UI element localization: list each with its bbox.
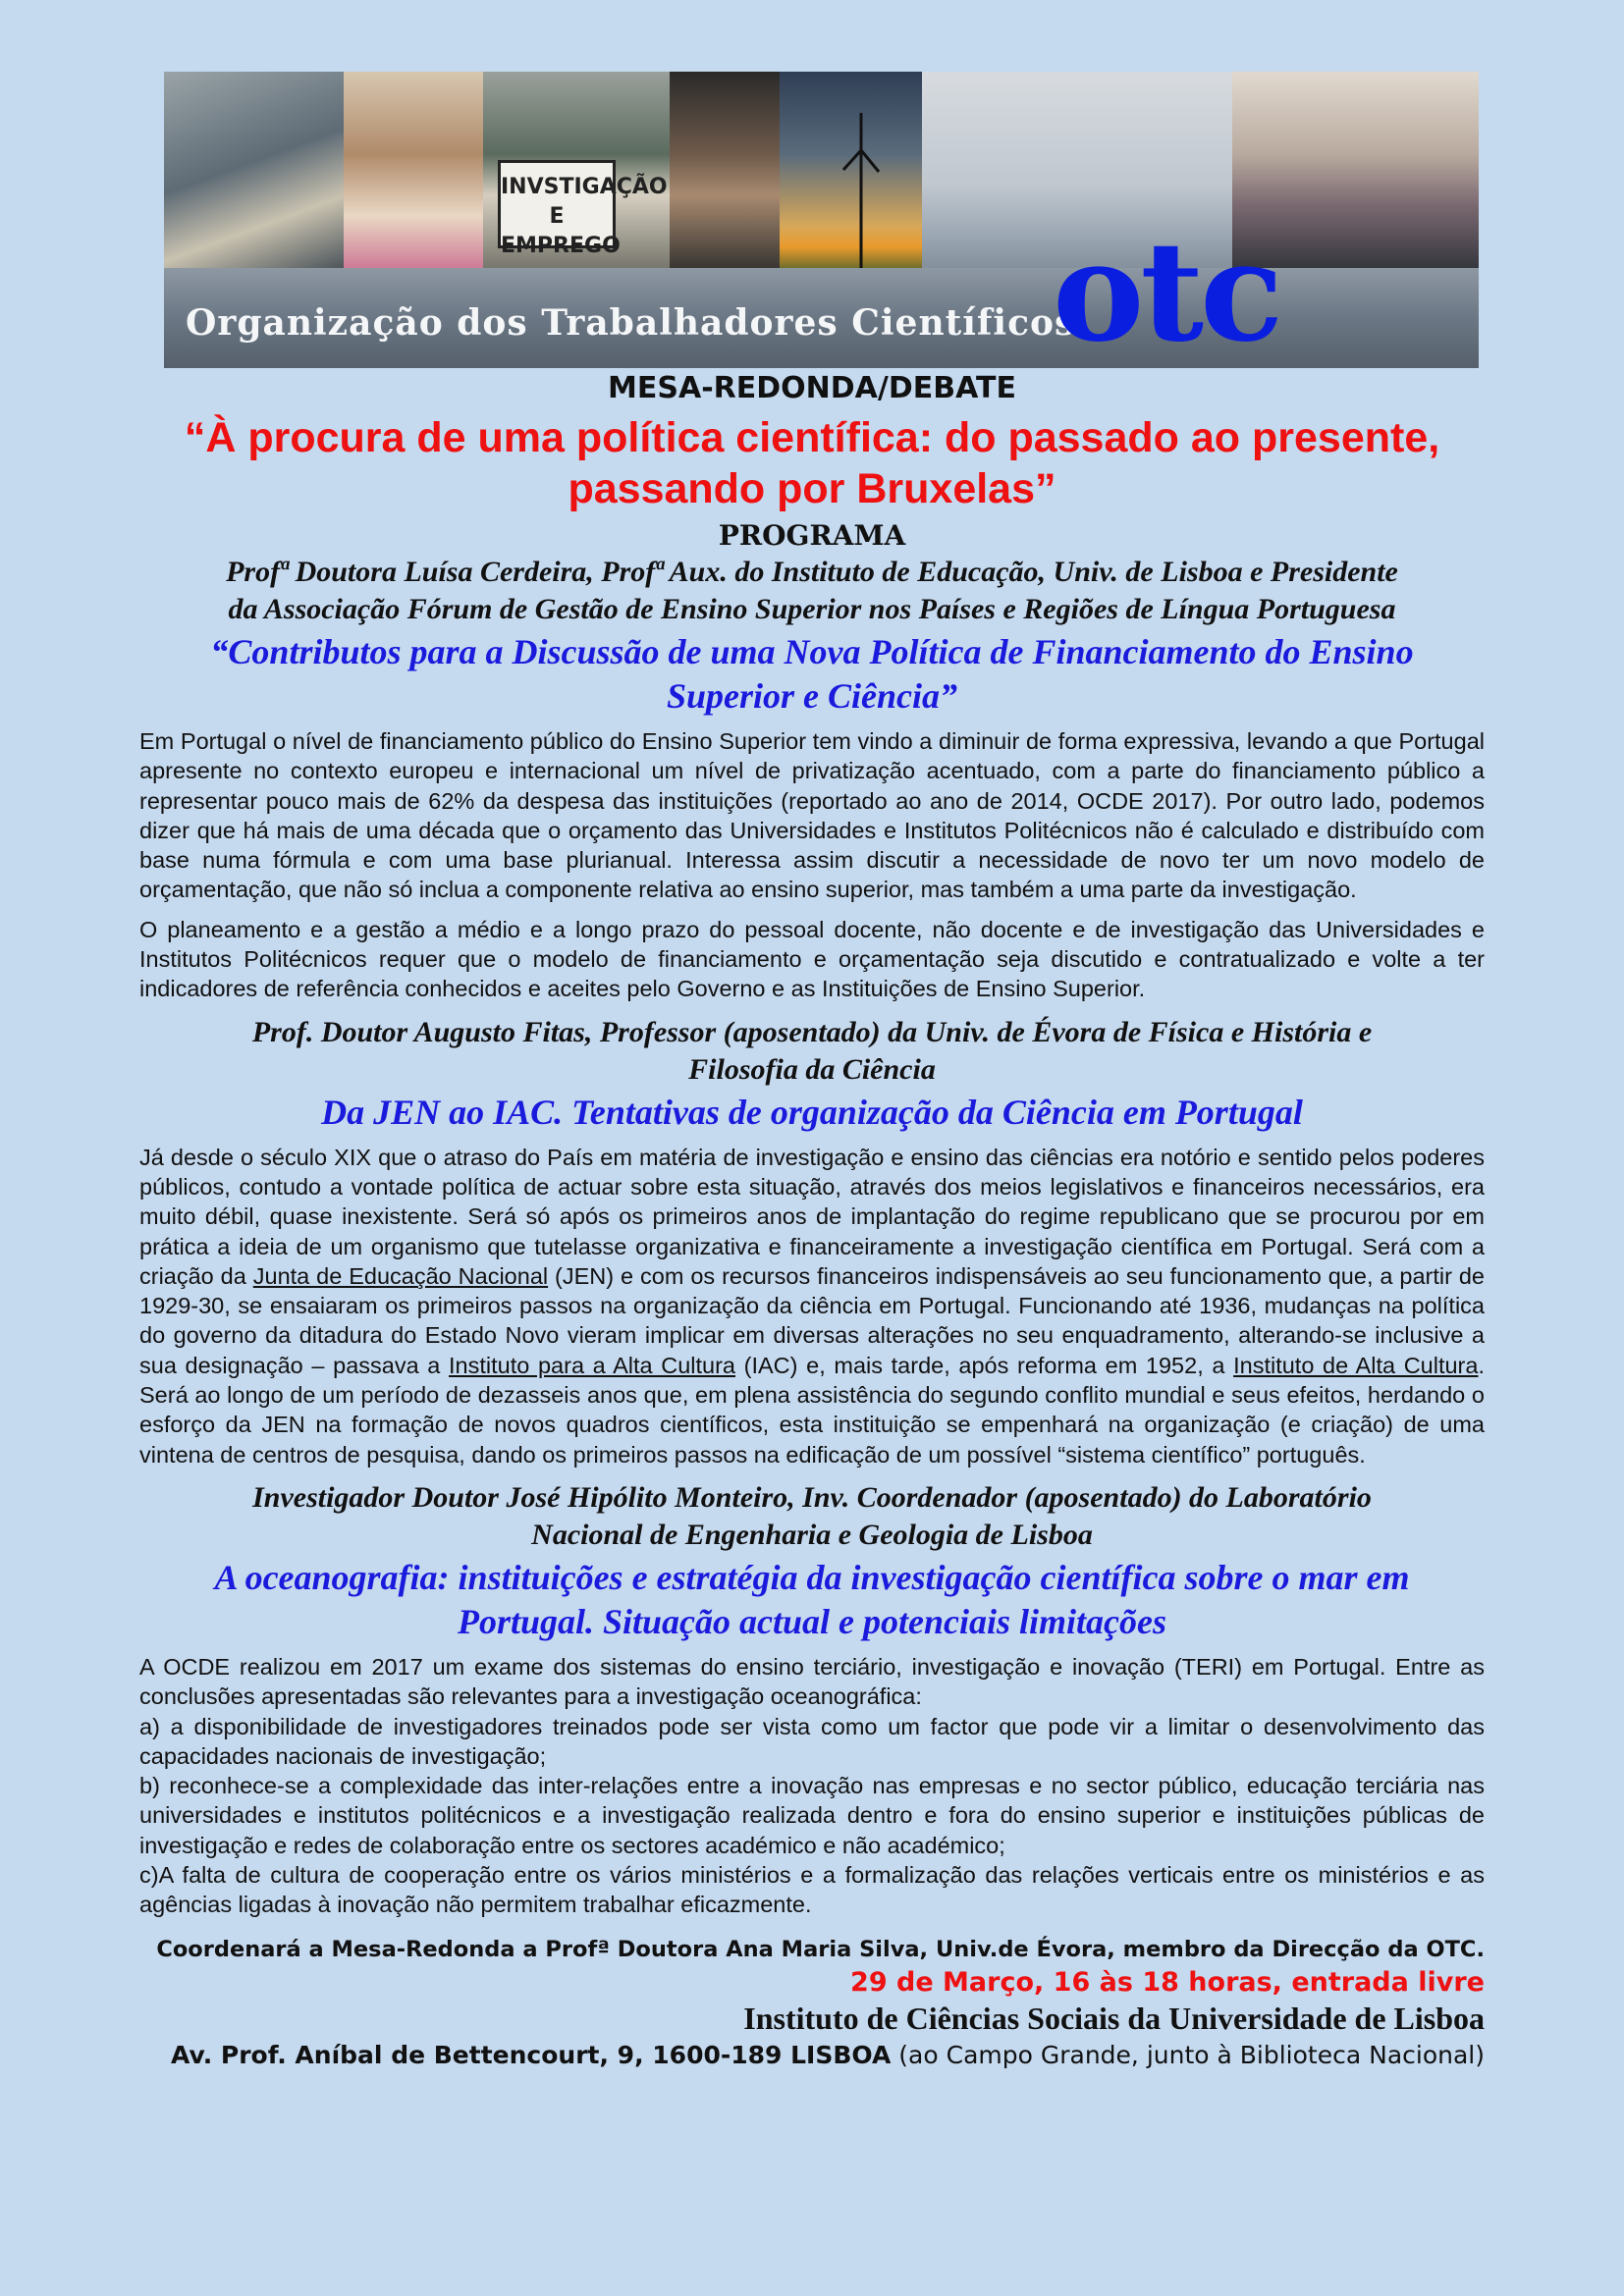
talk-3 xyxy=(139,1479,1485,1920)
talk-2-text-c: (IAC) e, mais tarde, após reforma em 1952, a xyxy=(735,1352,1234,1378)
speaker-3 xyxy=(139,1479,1485,1554)
event-address xyxy=(139,2038,1485,2073)
link-junta-educacao-nacional[interactable]: Junta de Educação Nacional xyxy=(252,1262,549,1289)
talk-3-title-line1: A oceanografia: instituições e estratégia da investigação científica sobre o mar em xyxy=(214,1557,1410,1597)
talk-1-title-line1: “Contributos para a Discussão de uma Nova Política de Financiamento do Ensino xyxy=(210,632,1414,671)
talk-1-title-line2: Superior e Ciência” xyxy=(666,676,957,716)
address-note: (ao Campo Grande, junto à Biblioteca Nacional) xyxy=(891,2040,1485,2069)
wind-turbine-icon xyxy=(841,111,881,268)
event-date: 29 de Março, 16 às 18 horas, entrada livre xyxy=(850,1966,1485,1998)
talk-2-title xyxy=(139,1091,1485,1135)
event-title-line2: passando por Bruxelas” xyxy=(568,465,1056,512)
speaker-1-line2: da Associação Fórum de Gestão de Ensino Superior nos Países e Regiões de Língua Portuguesa xyxy=(228,593,1396,625)
event-title-line1: “À procura de uma política científica: do passado ao presente, xyxy=(184,414,1440,461)
address-street: Av. Prof. Aníbal de Bettencourt, 9, 1600-189 LISBOA xyxy=(170,2040,892,2069)
talk-2-text-a: Já desde o século XIX que o atraso do País em matéria de investigação e ensino das ciências era notório e sentido pelos poderes públicos, contudo a vontade política de actuar sobre esta situação, através dos meios legislativos e financeiros necessários, era muito débil, quase inexistente. Será só após os primeiros anos de implantação do regime republicano que se procurou por em prática a ideia de um organismo que tutelasse organizativa e financeiramente a investigação científica em Portugal. Será com a criação da xyxy=(139,1144,1485,1289)
talk-3-item-b: b) reconhece-se a complexidade das inter-relações entre a inovação nas empresas e no sector público, educação terciária nas universidades e institutos politécnicos e a investigação realizada dentro e fora do ensino superior e instituições públicas de investigação e redes de colaboração entre os sectores académico e não académico; xyxy=(139,1773,1485,1858)
banner-org-name: Organização dos Trabalhadores Científicos xyxy=(186,302,1076,344)
talk-3-title-line2: Portugal. Situação actual e potenciais limitações xyxy=(457,1601,1166,1641)
link-instituto-para-alta-cultura[interactable]: Instituto para a Alta Cultura xyxy=(449,1352,735,1378)
talk-3-item-c: c)A falta de cultura de cooperação entre os vários ministérios e a formalização das relações verticais entre os ministérios e as agências ligadas à inovação não permitem trabalhar eficazmente. xyxy=(139,1862,1485,1918)
talk-1 xyxy=(139,554,1485,1004)
event-kicker: MESA-REDONDA/DEBATE xyxy=(608,371,1016,405)
coordinator-note: Coordenará a Mesa-Redonda a Profª Doutora Ana Maria Silva, Univ.de Évora, membro da Direcção da OTC. xyxy=(156,1936,1485,1962)
speaker-2-line2: Filosofia da Ciência xyxy=(688,1052,936,1086)
speaker-2-line1: Prof. Doutor Augusto Fitas, Professor (aposentado) da Univ. de Évora de Física e História e xyxy=(251,1015,1373,1048)
talk-2 xyxy=(139,1014,1485,1469)
talk-1-paragraph-2: O planeamento e a gestão a médio e a longo prazo do pessoal docente, não docente e de investigação das Universidades e Institutos Politécnicos requer que o modelo de financiamento e orçamentação seja discutido e contratualizado e volte a ter indicadores de referência conhecidos e aceites pelo Governo e as Instituições de Ensino Superior. xyxy=(139,916,1485,1002)
photo-student xyxy=(670,72,780,278)
speaker-3-line1: Investigador Doutor José Hipólito Monteiro, Inv. Coordenador (aposentado) do Laboratório xyxy=(252,1480,1372,1514)
event-institution: Instituto de Ciências Sociais da Universidade de Lisboa xyxy=(743,2000,1485,2036)
event-title xyxy=(139,412,1485,514)
talk-2-text-d: . Será ao longo de um período de dezasseis anos que, em plena assistência do segundo conflito mundial e seus efeitos, herdando o esforço da JEN na formação de novos quadros científicos, esta instituição se empenhará na organização (e criação) de uma vintena de centros de pesquisa, dando os primeiros passos na edificação de um possível “sistema científico” português. xyxy=(139,1352,1485,1468)
event-footer xyxy=(139,1934,1485,2073)
header-banner xyxy=(164,72,1479,368)
otc-logo: otc xyxy=(1053,212,1280,368)
talk-2-text-b: (JEN) e com os recursos financeiros indispensáveis ao seu funcionamento que, a partir de 1929-30, se ensaiaram os primeiros passos na organização da ciência em Portugal. Funcionando até 1936, mudanças na política do governo da ditadura do Estado Novo vieram implicar em diversas alterações no seu enquadramento, alterando-se inclusive a sua designação – passava a xyxy=(139,1262,1485,1378)
document-body xyxy=(139,371,1485,2073)
talk-3-paragraph xyxy=(139,1652,1485,1920)
talk-1-title xyxy=(139,630,1485,719)
link-instituto-de-alta-cultura[interactable]: Instituto de Alta Cultura xyxy=(1233,1352,1479,1378)
photo-lab-scientist xyxy=(164,72,344,278)
speaker-1-line1: Profª Doutora Luísa Cerdeira, Profª Aux. do Instituto de Educação, Univ. de Lisboa e Presidente xyxy=(226,556,1398,588)
talk-2-paragraph xyxy=(139,1143,1485,1469)
speaker-2 xyxy=(139,1014,1485,1089)
talk-3-intro: A OCDE realizou em 2017 um exame dos sistemas do ensino terciário, investigação e inovação (TERI) em Portugal. Entre as conclusões apresentadas são relevantes para a investigação oceanográfica: xyxy=(139,1653,1485,1710)
programa-heading: PROGRAMA xyxy=(718,519,906,552)
talk-1-paragraph-1: Em Portugal o nível de financiamento público do Ensino Superior tem vindo a diminuir de forma expressiva, levando a que Portugal apresente no contexto europeu e internacional um nível de privatização acentuado, com a parte do financiamento público a representar pouco mais de 62% da despesa das instituições (reportado ao ano de 2014, OCDE 2017). Por outro lado, podemos dizer que há mais de uma década que o orçamento das Universidades e Institutos Politécnicos não é calculado e distribuído com base numa fórmula e com uma base plurianual. Interessa assim discutir a necessidade de novo ter um novo modelo de orçamentação, que não só inclua a componente relativa ao ensino superior, mas também a uma parte da investigação. xyxy=(139,728,1485,903)
speaker-3-line2: Nacional de Engenharia e Geologia de Lisboa xyxy=(531,1518,1093,1551)
photo-child xyxy=(344,72,483,278)
talk-3-title xyxy=(139,1556,1485,1644)
talk-2-title-line1: Da JEN ao IAC. Tentativas de organização da Ciência em Portugal xyxy=(321,1092,1303,1132)
speaker-1 xyxy=(139,554,1485,628)
protest-sign: INVSTIGAÇÃO E EMPREGO xyxy=(498,160,616,248)
talk-3-item-a: a) a disponibilidade de investigadores treinados pode ser vista como um factor que pode vir a limitar o desenvolvimento das capacidades nacionais de investigação; xyxy=(139,1713,1485,1769)
